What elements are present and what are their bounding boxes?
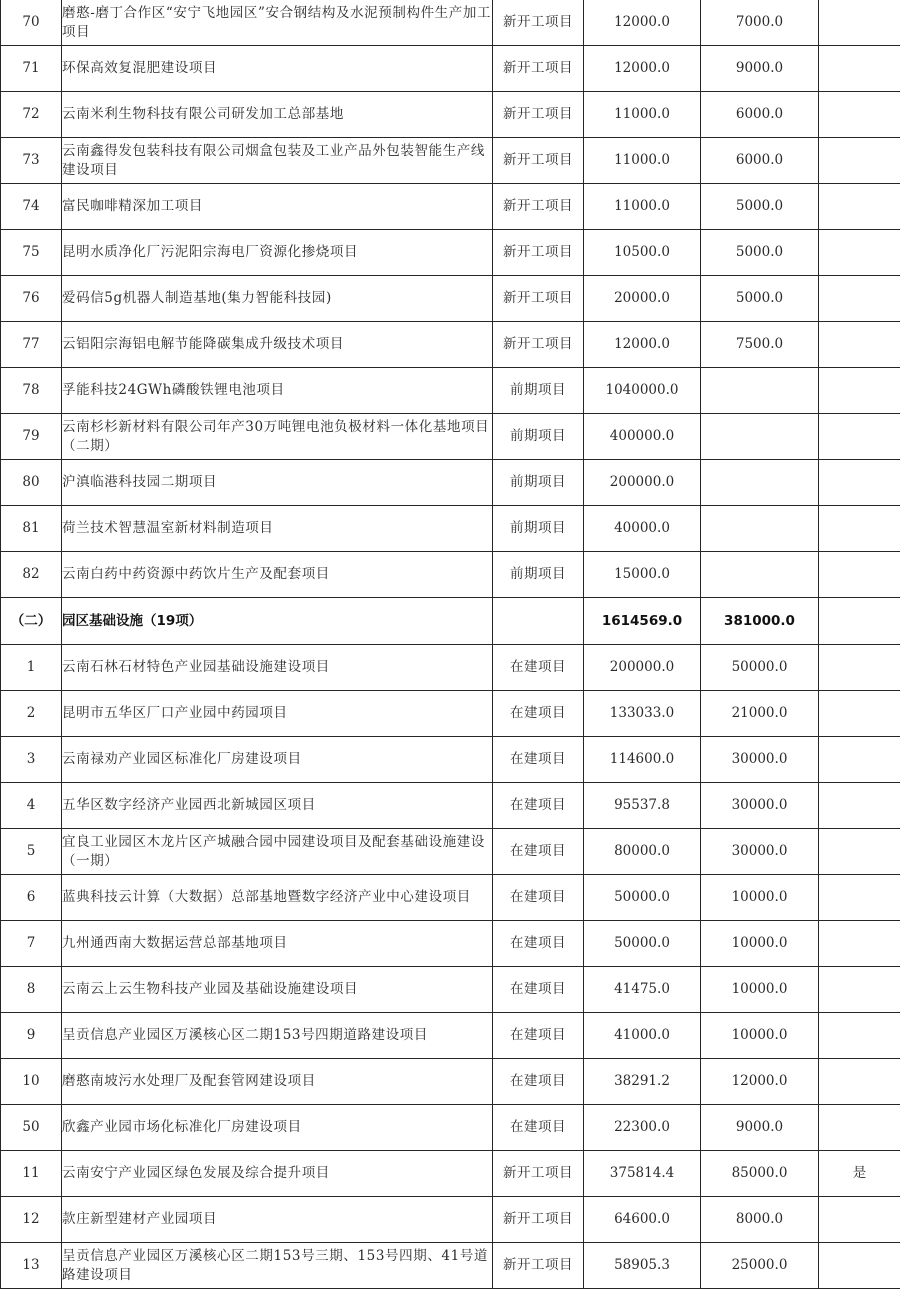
remark [819,46,900,92]
remark [819,783,900,829]
row-number: 50 [1,1105,62,1151]
row-number: 7 [1,921,62,967]
project-name: 昆明水质净化厂污泥阳宗海电厂资源化掺烧项目 [62,230,493,276]
project-name: 云南云上云生物科技产业园及基础设施建设项目 [62,967,493,1013]
annual-investment: 30000.0 [701,783,819,829]
project-name: 云铝阳宗海铝电解节能降碳集成升级技术项目 [62,322,493,368]
project-type: 在建项目 [493,921,584,967]
total-investment: 114600.0 [584,737,701,783]
row-number: 11 [1,1151,62,1197]
annual-investment: 30000.0 [701,737,819,783]
total-investment: 50000.0 [584,875,701,921]
project-type: 在建项目 [493,783,584,829]
remark [819,921,900,967]
project-type: 在建项目 [493,1105,584,1151]
project-type: 新开工项目 [493,1151,584,1197]
project-table-body [1,0,900,1289]
project-type: 新开工项目 [493,230,584,276]
annual-investment [701,552,819,598]
annual-investment: 30000.0 [701,829,819,875]
row-number: 71 [1,46,62,92]
table-row [1,138,900,184]
remark [819,691,900,737]
project-name: 云南鑫得发包装科技有限公司烟盒包装及工业产品外包装智能生产线建设项目 [62,138,493,184]
remark [819,1197,900,1243]
total-investment: 20000.0 [584,276,701,322]
total-investment: 12000.0 [584,322,701,368]
remark: 是 [819,1151,900,1197]
row-number: 76 [1,276,62,322]
row-number: 8 [1,967,62,1013]
project-name: 孚能科技24GWh磷酸铁锂电池项目 [62,368,493,414]
table-row [1,737,900,783]
remark [819,506,900,552]
total-investment: 400000.0 [584,414,701,460]
row-number: （二） [1,598,62,645]
project-name: 沪滇临港科技园二期项目 [62,460,493,506]
row-number: 73 [1,138,62,184]
annual-investment: 6000.0 [701,138,819,184]
total-investment: 80000.0 [584,829,701,875]
total-investment: 1614569.0 [584,598,701,645]
table-row [1,368,900,414]
annual-investment: 9000.0 [701,1105,819,1151]
annual-investment: 5000.0 [701,184,819,230]
project-type: 新开工项目 [493,322,584,368]
row-number: 3 [1,737,62,783]
project-type: 在建项目 [493,1013,584,1059]
row-number: 1 [1,645,62,691]
annual-investment: 12000.0 [701,1059,819,1105]
row-number: 82 [1,552,62,598]
remark [819,1243,900,1289]
project-name: 磨憨南坡污水处理厂及配套管网建设项目 [62,1059,493,1105]
project-name: 云南白药中药资源中药饮片生产及配套项目 [62,552,493,598]
remark [819,875,900,921]
project-type: 在建项目 [493,829,584,875]
total-investment: 1040000.0 [584,368,701,414]
annual-investment: 10000.0 [701,921,819,967]
total-investment: 133033.0 [584,691,701,737]
total-investment: 11000.0 [584,138,701,184]
project-name: 云南米利生物科技有限公司研发加工总部基地 [62,92,493,138]
remark [819,552,900,598]
remark [819,138,900,184]
table-row [1,1151,900,1197]
total-investment: 12000.0 [584,46,701,92]
table-row [1,460,900,506]
row-number: 13 [1,1243,62,1289]
project-name: 五华区数字经济产业园西北新城园区项目 [62,783,493,829]
total-investment: 200000.0 [584,460,701,506]
annual-investment [701,368,819,414]
project-name: 昆明市五华区厂口产业园中药园项目 [62,691,493,737]
project-name: 云南安宁产业园区绿色发展及综合提升项目 [62,1151,493,1197]
project-type: 前期项目 [493,506,584,552]
project-name: 云南石林石材特色产业园基础设施建设项目 [62,645,493,691]
row-number: 80 [1,460,62,506]
remark [819,967,900,1013]
total-investment: 15000.0 [584,552,701,598]
annual-investment: 21000.0 [701,691,819,737]
table-row [1,0,900,46]
table-row [1,691,900,737]
project-name: 宜良工业园区木龙片区产城融合园中园建设项目及配套基础设施建设（一期） [62,829,493,875]
project-type: 新开工项目 [493,0,584,46]
total-investment: 11000.0 [584,184,701,230]
table-row [1,783,900,829]
project-type: 在建项目 [493,645,584,691]
project-name: 九州通西南大数据运营总部基地项目 [62,921,493,967]
total-investment: 11000.0 [584,92,701,138]
project-type: 新开工项目 [493,92,584,138]
table-row [1,46,900,92]
annual-investment [701,506,819,552]
remark [819,92,900,138]
annual-investment: 5000.0 [701,230,819,276]
project-type: 新开工项目 [493,184,584,230]
project-name: 环保高效复混肥建设项目 [62,46,493,92]
annual-investment [701,414,819,460]
table-row [1,645,900,691]
project-type [493,598,584,645]
row-number: 78 [1,368,62,414]
remark [819,829,900,875]
project-type: 新开工项目 [493,138,584,184]
remark [819,322,900,368]
row-number: 12 [1,1197,62,1243]
total-investment: 41475.0 [584,967,701,1013]
project-type: 前期项目 [493,460,584,506]
row-number: 72 [1,92,62,138]
row-number: 74 [1,184,62,230]
project-type: 新开工项目 [493,46,584,92]
table-row [1,230,900,276]
table-row [1,414,900,460]
table-row [1,1105,900,1151]
project-name: 欣鑫产业园市场化标准化厂房建设项目 [62,1105,493,1151]
table-row [1,1013,900,1059]
project-type: 在建项目 [493,967,584,1013]
table-row [1,1059,900,1105]
remark [819,1013,900,1059]
annual-investment: 9000.0 [701,46,819,92]
project-name: 呈贡信息产业园区万溪核心区二期153号四期道路建设项目 [62,1013,493,1059]
table-row [1,552,900,598]
annual-investment: 8000.0 [701,1197,819,1243]
annual-investment: 10000.0 [701,875,819,921]
total-investment: 58905.3 [584,1243,701,1289]
project-type: 前期项目 [493,552,584,598]
row-number: 9 [1,1013,62,1059]
remark [819,368,900,414]
table-row [1,829,900,875]
project-type: 前期项目 [493,414,584,460]
project-name: 蓝典科技云计算（大数据）总部基地暨数字经济产业中心建设项目 [62,875,493,921]
total-investment: 40000.0 [584,506,701,552]
annual-investment: 10000.0 [701,1013,819,1059]
project-type: 在建项目 [493,875,584,921]
project-type: 在建项目 [493,691,584,737]
remark [819,276,900,322]
total-investment: 22300.0 [584,1105,701,1151]
project-name: 款庄新型建材产业园项目 [62,1197,493,1243]
project-name: 爱码信5g机器人制造基地(集力智能科技园) [62,276,493,322]
remark [819,598,900,645]
project-type: 在建项目 [493,737,584,783]
project-name: 云南禄劝产业园区标准化厂房建设项目 [62,737,493,783]
total-investment: 12000.0 [584,0,701,46]
total-investment: 38291.2 [584,1059,701,1105]
table-row [1,1243,900,1289]
annual-investment [701,460,819,506]
annual-investment: 50000.0 [701,645,819,691]
total-investment: 10500.0 [584,230,701,276]
table-row [1,875,900,921]
row-number: 75 [1,230,62,276]
project-name: 园区基础设施（19项） [62,598,493,645]
table-row [1,967,900,1013]
remark [819,737,900,783]
total-investment: 95537.8 [584,783,701,829]
section-header-row [1,598,900,645]
total-investment: 200000.0 [584,645,701,691]
remark [819,0,900,46]
annual-investment: 7500.0 [701,322,819,368]
row-number: 81 [1,506,62,552]
row-number: 4 [1,783,62,829]
table-row [1,921,900,967]
project-name: 磨憨-磨丁合作区“安宁飞地园区”安合钢结构及水泥预制构件生产加工项目 [62,0,493,46]
table-row [1,184,900,230]
project-name: 呈贡信息产业园区万溪核心区二期153号三期、153号四期、41号道路建设项目 [62,1243,493,1289]
annual-investment: 85000.0 [701,1151,819,1197]
remark [819,460,900,506]
table-row [1,1197,900,1243]
total-investment: 50000.0 [584,921,701,967]
row-number: 77 [1,322,62,368]
row-number: 70 [1,0,62,46]
table-row [1,276,900,322]
remark [819,230,900,276]
annual-investment: 381000.0 [701,598,819,645]
remark [819,1059,900,1105]
total-investment: 375814.4 [584,1151,701,1197]
annual-investment: 7000.0 [701,0,819,46]
project-name: 云南杉杉新材料有限公司年产30万吨锂电池负极材料一体化基地项目（二期） [62,414,493,460]
project-type: 新开工项目 [493,1243,584,1289]
remark [819,1105,900,1151]
project-name: 富民咖啡精深加工项目 [62,184,493,230]
row-number: 6 [1,875,62,921]
table-row [1,92,900,138]
total-investment: 41000.0 [584,1013,701,1059]
table-row [1,506,900,552]
table-row [1,322,900,368]
project-type: 在建项目 [493,1059,584,1105]
annual-investment: 5000.0 [701,276,819,322]
row-number: 5 [1,829,62,875]
annual-investment: 25000.0 [701,1243,819,1289]
remark [819,184,900,230]
annual-investment: 6000.0 [701,92,819,138]
project-type: 新开工项目 [493,276,584,322]
remark [819,414,900,460]
row-number: 2 [1,691,62,737]
total-investment: 64600.0 [584,1197,701,1243]
project-type: 新开工项目 [493,1197,584,1243]
row-number: 79 [1,414,62,460]
remark [819,645,900,691]
project-type: 前期项目 [493,368,584,414]
row-number: 10 [1,1059,62,1105]
annual-investment: 10000.0 [701,967,819,1013]
project-name: 荷兰技术智慧温室新材料制造项目 [62,506,493,552]
